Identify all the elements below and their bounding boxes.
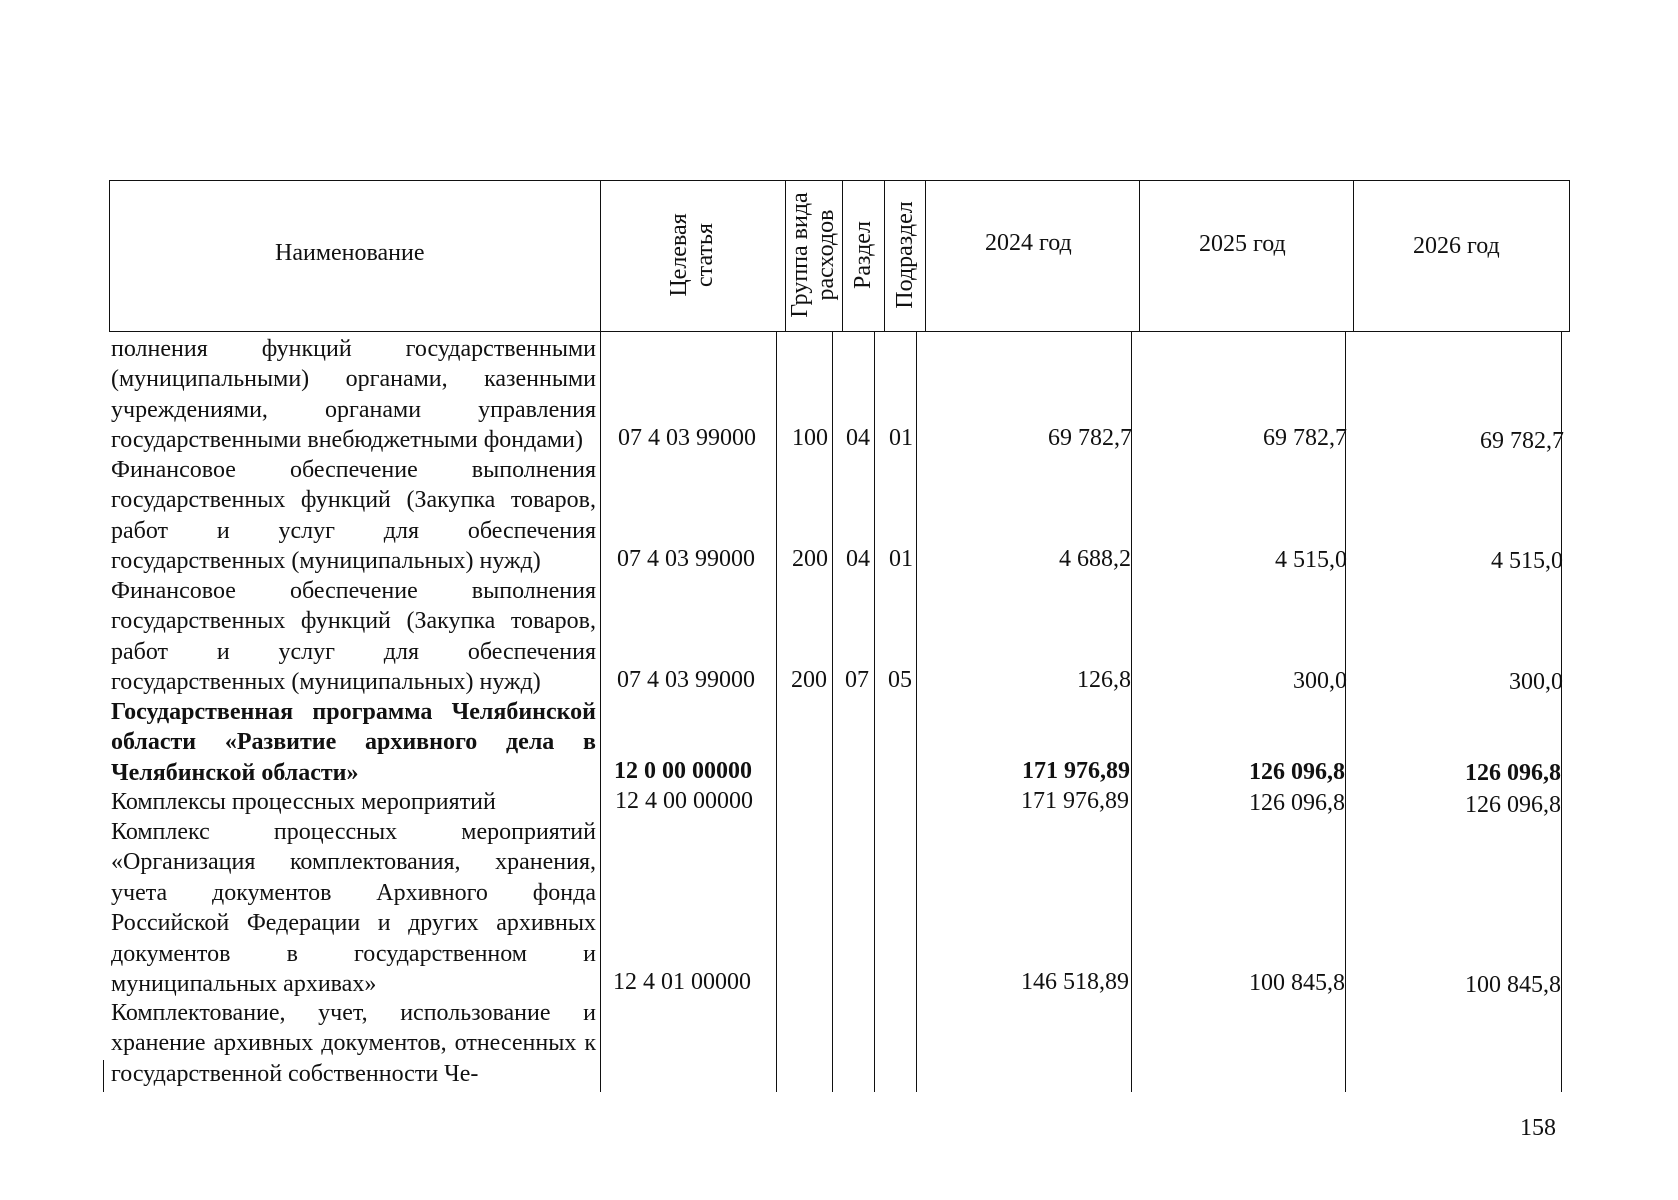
header-divider xyxy=(1353,180,1354,332)
row-value-2024: 126,8 xyxy=(1077,667,1131,693)
row-code: 07 4 03 99000 xyxy=(617,546,755,572)
column-divider xyxy=(916,332,917,1092)
header-divider xyxy=(1139,180,1140,332)
row-code: 07 4 03 99000 xyxy=(618,425,756,451)
row-value-2025: 300,0 xyxy=(1293,668,1347,694)
header-divider xyxy=(925,180,926,332)
header-target-article xyxy=(666,213,718,296)
column-divider xyxy=(776,332,777,1092)
row-code: 12 0 00 00000 xyxy=(614,758,752,784)
header-divider xyxy=(884,180,885,332)
row-section: 04 xyxy=(846,425,870,451)
row-name: Государственная программа Челябинской области «Развитие архивного дела в Челябинской области» xyxy=(111,699,596,786)
header-expense-group-line1: Группа вида xyxy=(787,192,813,318)
row-name: Комплекс процессных мероприятий «Организация комплектования, хранения, учета документов Архивного фонда Российской Федерации и других архивных документов в государственном и муниципальных архивах» xyxy=(111,819,596,998)
column-divider xyxy=(874,332,875,1092)
header-target-article-line2: статья xyxy=(692,223,718,287)
row-value-2024: 4 688,2 xyxy=(1059,546,1131,572)
row-value-2026: 4 515,0 xyxy=(1491,548,1563,574)
row-value-2025: 69 782,7 xyxy=(1263,425,1347,451)
row-subsection: 01 xyxy=(889,546,913,572)
header-section: Раздел xyxy=(850,221,876,289)
row-subsection: 05 xyxy=(888,667,912,693)
row-value-2026: 100 845,8 xyxy=(1465,972,1561,998)
row-value-2025: 126 096,8 xyxy=(1249,759,1345,785)
row-value-2026: 126 096,8 xyxy=(1465,760,1561,786)
header-year-2024: 2024 год xyxy=(985,230,1072,256)
header-year-2026: 2026 год xyxy=(1413,233,1500,259)
row-value-2026: 300,0 xyxy=(1509,669,1563,695)
column-divider xyxy=(600,332,601,1092)
row-value-2026: 69 782,7 xyxy=(1480,428,1564,454)
header-expense-group-line2: расходов xyxy=(813,209,839,301)
row-name: полнения функций государственными (муниципальными) органами, казенными учреждениями, органами управления государственными внебюджетными фондами) xyxy=(111,336,596,454)
row-value-2025: 4 515,0 xyxy=(1275,547,1347,573)
header-year-2025: 2025 год xyxy=(1199,231,1286,257)
header-divider xyxy=(785,180,786,332)
page-number: 158 xyxy=(1520,1115,1556,1141)
row-name: Комплексы процессных мероприятий xyxy=(111,789,496,815)
row-name: Финансовое обеспечение выполнения государственных функций (Закупка товаров, работ и услуг для обеспечения государственных (муниципальных) нужд) xyxy=(111,578,596,696)
row-group: 100 xyxy=(792,425,828,451)
row-value-2024: 171 976,89 xyxy=(1022,758,1130,784)
header-subsection: Подраздел xyxy=(892,201,918,309)
row-value-2024: 69 782,7 xyxy=(1048,425,1132,451)
row-code: 12 4 00 00000 xyxy=(615,788,753,814)
row-section: 04 xyxy=(846,546,870,572)
row-name: Комплектование, учет, использование и хранение архивных документов, отнесенных к государственной собственности Че- xyxy=(111,1000,596,1087)
header-expense-group xyxy=(787,192,839,317)
row-value-2025: 126 096,8 xyxy=(1249,790,1345,816)
row-group: 200 xyxy=(792,546,828,572)
row-value-2024: 146 518,89 xyxy=(1021,969,1129,995)
row-group: 200 xyxy=(791,667,827,693)
row-name: Финансовое обеспечение выполнения государственных функций (Закупка товаров, работ и услуг для обеспечения государственных (муниципальных) нужд) xyxy=(111,457,596,575)
row-code: 07 4 03 99000 xyxy=(617,667,755,693)
column-divider xyxy=(103,1060,104,1092)
row-code: 12 4 01 00000 xyxy=(613,969,751,995)
header-name: Наименование xyxy=(275,240,425,266)
column-divider xyxy=(832,332,833,1092)
row-value-2025: 100 845,8 xyxy=(1249,970,1345,996)
header-target-article-line1: Целевая xyxy=(666,213,692,297)
row-value-2024: 171 976,89 xyxy=(1021,788,1129,814)
header-divider xyxy=(842,180,843,332)
row-section: 07 xyxy=(845,667,869,693)
row-subsection: 01 xyxy=(889,425,913,451)
header-divider xyxy=(600,180,601,332)
row-value-2026: 126 096,8 xyxy=(1465,792,1561,818)
